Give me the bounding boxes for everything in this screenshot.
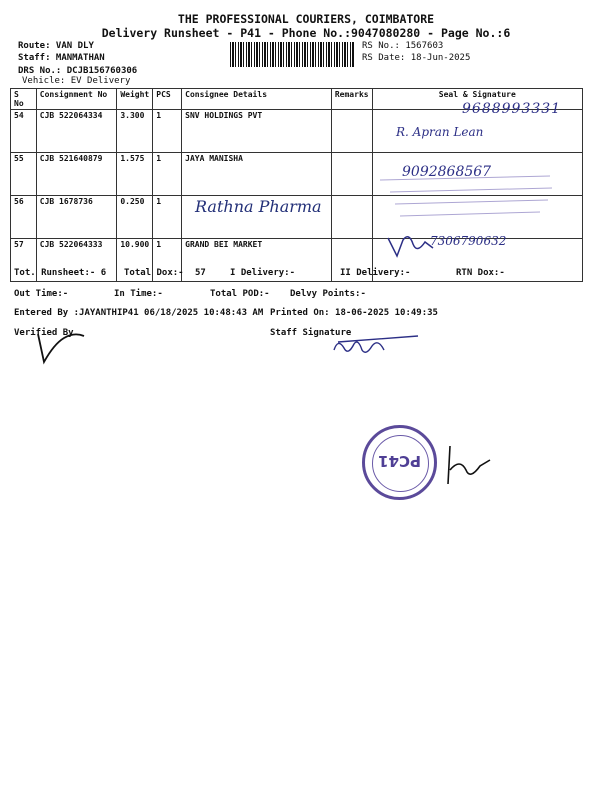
stamp-signature (440, 440, 495, 490)
pcs-cell: 1 (153, 153, 182, 196)
col-sno: S No (11, 89, 37, 110)
weight-cell: 10.900 (117, 239, 153, 282)
remarks-cell (331, 153, 372, 196)
ii-delivery: II Delivery:- (340, 268, 411, 278)
remarks-cell (331, 110, 372, 153)
col-remarks: Remarks (331, 89, 372, 110)
remarks-cell (331, 196, 372, 239)
staff-signature-scribble (328, 334, 428, 364)
verified-by: Verified By (14, 328, 74, 338)
route-label: Route: VAN DLY (18, 41, 94, 51)
col-seal: Seal & Signature (372, 89, 582, 110)
consignment-cell: CJB 522064333 (36, 239, 117, 282)
company-title: THE PROFESSIONAL COURIERS, COIMBATORE (177, 12, 435, 26)
col-consignee: Consignee Details (182, 89, 332, 110)
total-pod: Total POD:- (210, 289, 270, 299)
pcs-cell: 1 (153, 196, 182, 239)
drs-label: DRS No.: DCJB156760306 (18, 66, 138, 76)
handwritten-signature-57 (385, 228, 440, 263)
in-time: In Time:- (114, 289, 163, 299)
rs-date: RS Date: 18-Jun-2025 (362, 53, 471, 63)
handwritten-phone-1: 9688993331 (462, 101, 562, 117)
pc41-round-stamp (362, 425, 437, 500)
stamp-text: PC41 (378, 452, 421, 470)
pcs-cell: 1 (153, 239, 182, 282)
handwritten-name-1: R. Apran Lean (396, 125, 484, 139)
sno-cell: 55 (11, 153, 37, 196)
consignment-cell: CJB 1678736 (36, 196, 117, 239)
weight-cell: 1.575 (117, 153, 153, 196)
consignment-cell: CJB 521640879 (36, 153, 117, 196)
i-delivery: I Delivery:- (230, 268, 296, 278)
handwritten-phone-3: 7306790632 (430, 234, 507, 248)
printed-on: Printed On: 18-06-2025 10:49:35 (270, 308, 438, 318)
rtn-dox: RTN Dox:- (456, 268, 505, 278)
sno-cell: 54 (11, 110, 37, 153)
consignee-cell: JAYA MANISHA (182, 153, 332, 196)
col-consignment: Consignment No (36, 89, 117, 110)
sno-cell: 56 (11, 196, 37, 239)
runsheet-subtitle: Delivery Runsheet - P41 - Phone No.:9047080280 - Page No.:6 (101, 26, 511, 40)
col-weight: Weight (117, 89, 153, 110)
total-dox-value: 57 (195, 268, 206, 278)
sno-cell: 57 (11, 239, 37, 282)
vehicle-label: Vehicle: EV Delivery (22, 76, 131, 86)
total-dox-label: Total Dox:- (124, 268, 184, 278)
staff-signature: Staff Signature (270, 328, 352, 338)
barcode (230, 42, 355, 67)
staff-label: Staff: MANMATHAN (18, 53, 105, 63)
company-seal-stamp (380, 168, 560, 228)
delvy-points: Delvy Points:- (290, 289, 366, 299)
verified-signature (34, 330, 89, 370)
weight-cell: 3.300 (117, 110, 153, 153)
rs-number: RS No.: 1567603 (362, 41, 444, 51)
entered-by: Entered By :JAYANTHIP41 06/18/2025 10:48:43 AM (14, 308, 264, 318)
consignee-cell: GRAND BEI MARKET (182, 239, 332, 282)
pcs-cell: 1 (153, 110, 182, 153)
out-time: Out Time:- (14, 289, 69, 299)
tot-runsheet: Tot. Runsheet:- 6 (14, 268, 107, 278)
handwritten-consignee-56: Rathna Pharma (195, 197, 322, 216)
consignee-cell: SNV HOLDINGS PVT (182, 110, 332, 153)
handwritten-phone-2: 9092868567 (402, 164, 492, 180)
weight-cell: 0.250 (117, 196, 153, 239)
col-pcs: PCS (153, 89, 182, 110)
consignment-cell: CJB 522064334 (36, 110, 117, 153)
